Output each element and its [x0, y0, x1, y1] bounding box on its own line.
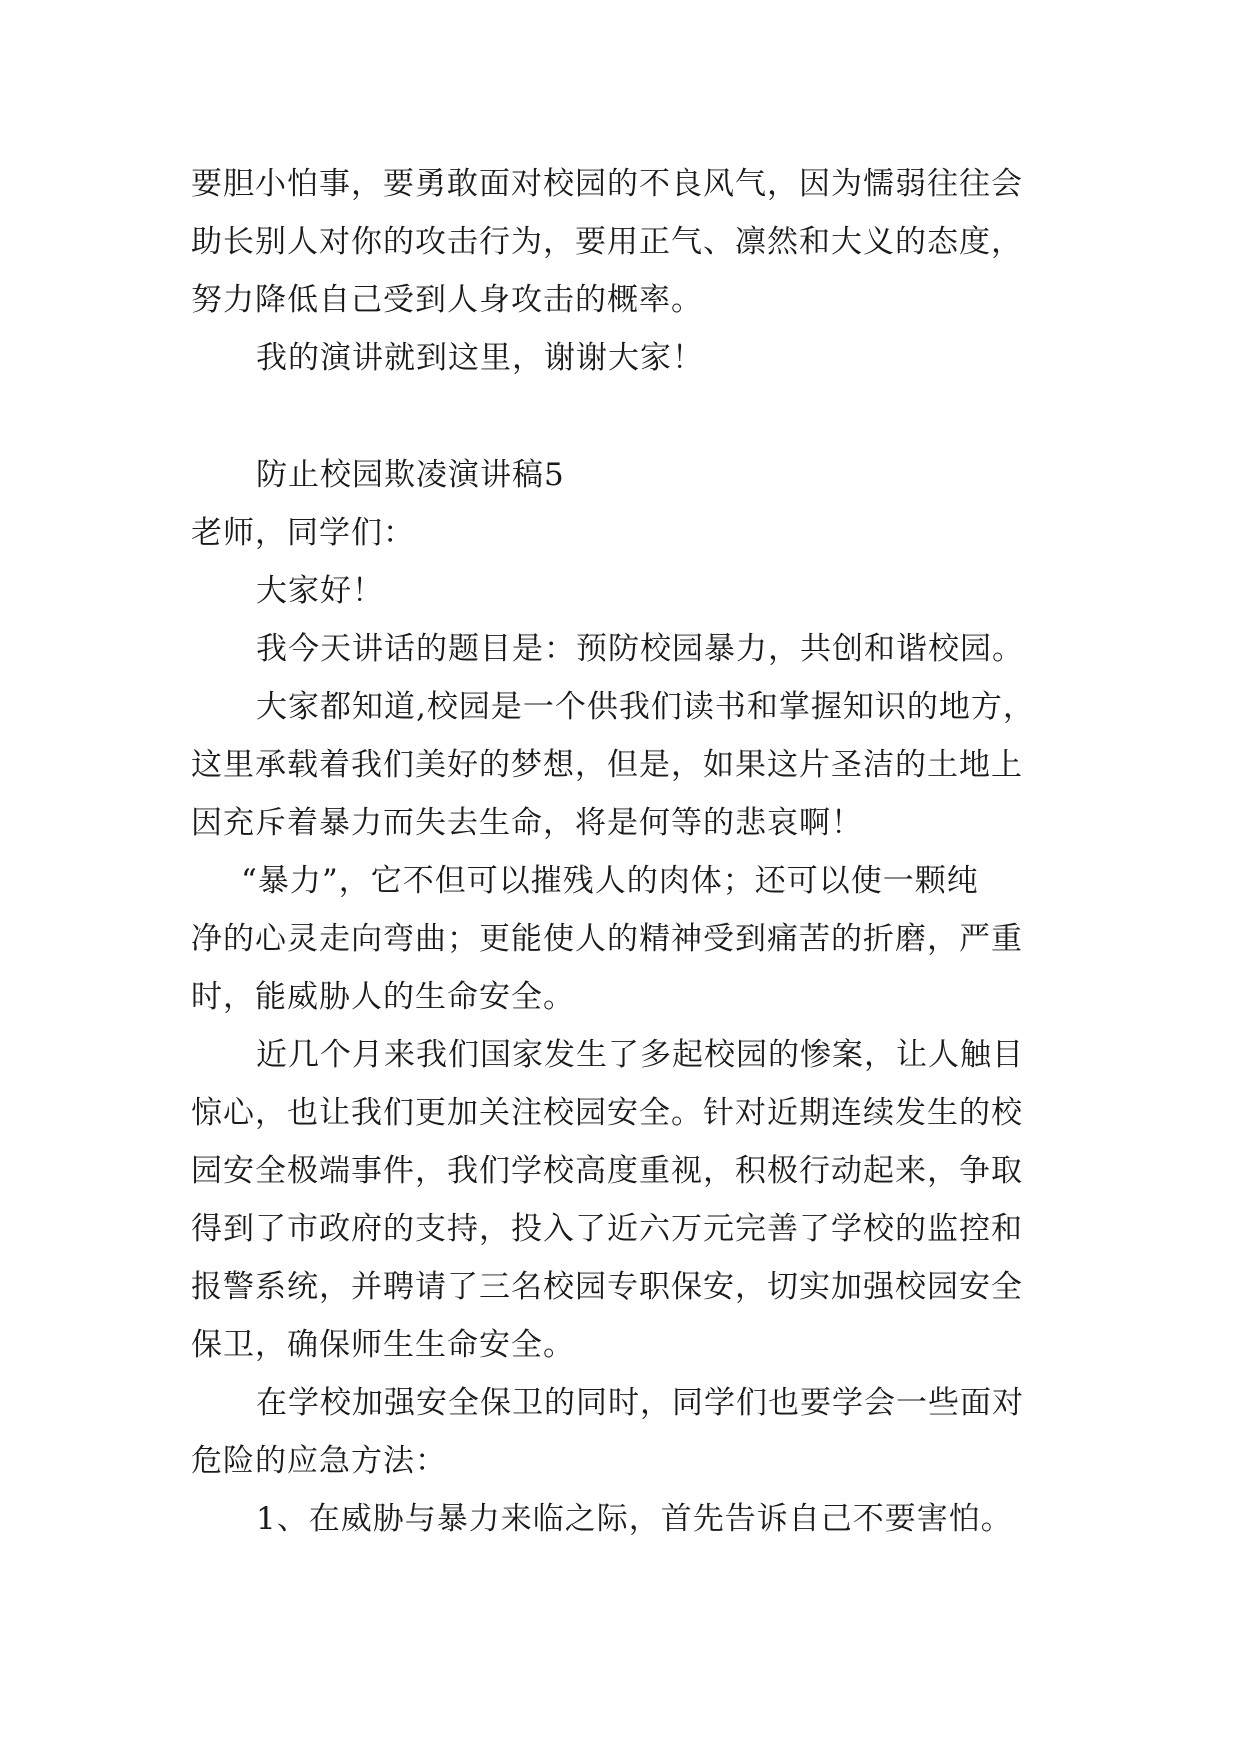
text-line: 近几个月来我们国家发生了多起校园的惨案，让人触目: [256, 1037, 1024, 1073]
text-line: 惊心，也让我们更加关注校园安全。针对近期连续发生的校: [191, 1095, 1023, 1131]
salutation: 老师，同学们：: [191, 515, 415, 551]
text-line: 我的演讲就到这里，谢谢大家！: [256, 340, 704, 376]
text-line: 得到了市政府的支持，投入了近六万元完善了学校的监控和: [191, 1211, 1023, 1247]
text-line: 时，能威胁人的生命安全。: [191, 979, 575, 1015]
text-line: 园安全极端事件，我们学校高度重视，积极行动起来，争取: [191, 1153, 1023, 1189]
text-line: 努力降低自己受到人身攻击的概率。: [191, 282, 703, 318]
text-line: 报警系统，并聘请了三名校园专职保安，切实加强校园安全: [191, 1269, 1023, 1305]
text-line: 保卫，确保师生生命安全。: [191, 1327, 575, 1363]
text-line: 在学校加强安全保卫的同时，同学们也要学会一些面对: [256, 1385, 1024, 1421]
text-line: 因充斥着暴力而失去生命，将是何等的悲哀啊！: [191, 805, 863, 841]
text-line: 危险的应急方法：: [191, 1443, 447, 1479]
greeting: 大家好！: [256, 573, 384, 609]
text-line: 这里承载着我们美好的梦想，但是，如果这片圣洁的土地上: [191, 747, 1023, 783]
text-line: 要胆小怕事，要勇敢面对校园的不良风气，因为懦弱往往会: [191, 166, 1023, 202]
text-line: 大家都知道,校园是一个供我们读书和掌握知识的地方，: [256, 689, 1035, 725]
section-title: 防止校园欺凌演讲稿5: [256, 457, 565, 493]
text-line: 助长别人对你的攻击行为，要用正气、凛然和大义的态度，: [191, 224, 1023, 260]
list-item: 1、在威胁与暴力来临之际，首先告诉自己不要害怕。: [256, 1501, 1013, 1537]
text-line: 净的心灵走向弯曲；更能使人的精神受到痛苦的折磨，严重: [191, 921, 1023, 957]
text-line: 我今天讲话的题目是：预防校园暴力，共创和谐校园。: [256, 631, 1024, 667]
text-line: “暴力”，它不但可以摧残人的肉体；还可以使一颗纯: [241, 863, 979, 899]
